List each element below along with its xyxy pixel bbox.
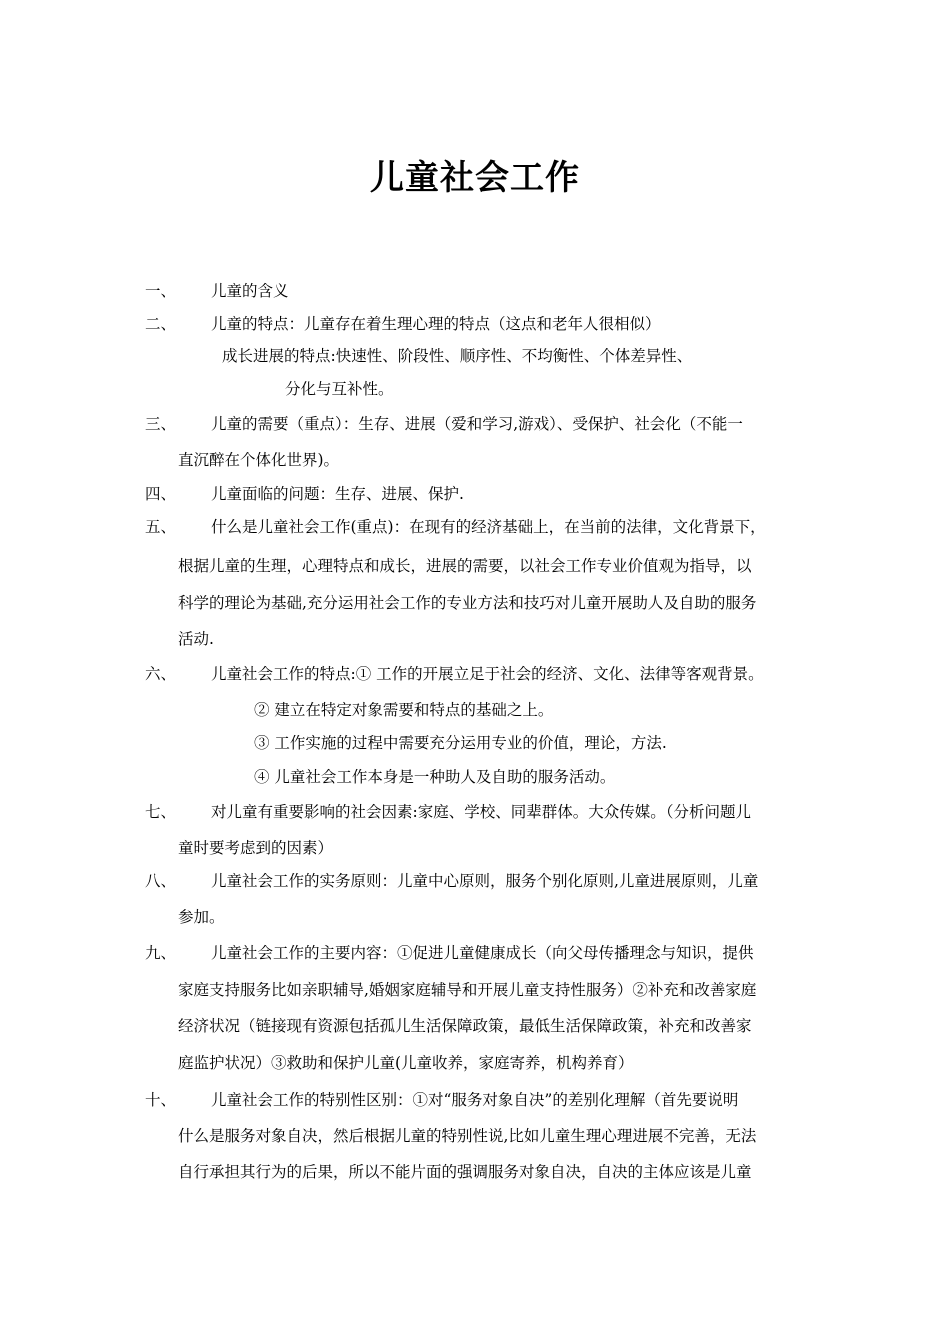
section-text: 自行承担其行为的后果，所以不能片面的强调服务对象自决，自决的主体应该是儿童 [178, 1163, 752, 1181]
section-text: 什么是服务对象自决，然后根据儿童的特别性说,比如儿童生理心理进展不完善，无法 [178, 1127, 757, 1145]
section-text: 参加。 [178, 908, 225, 926]
section-text: 儿童的特点：儿童存在着生理心理的特点（这点和老年人很相似） [211, 315, 661, 333]
section-number: 十、 [145, 1091, 177, 1109]
section-text: 直沉醉在个体化世界)。 [178, 451, 340, 469]
section-number: 二、 [145, 315, 177, 333]
document-title: 儿童社会工作 [370, 158, 580, 198]
section-text: 儿童的含义 [211, 282, 289, 300]
section-text: 什么是儿童社会工作(重点)：在现有的经济基础上，在当前的法律，文化背景下， [211, 518, 766, 536]
section-number: 六、 [145, 665, 177, 683]
section-text: 庭监护状况）③救助和保护儿童(儿童收养，家庭寄养，机构养育） [178, 1054, 634, 1072]
section-number: 四、 [145, 485, 177, 503]
section-text: 儿童社会工作的实务原则：儿童中心原则，服务个别化原则,儿童进展原则，儿童 [211, 872, 759, 890]
section-number: 七、 [145, 803, 177, 821]
section-text: 家庭支持服务比如亲职辅导,婚姻家庭辅导和开展儿童支持性服务）②补充和改善家庭 [178, 981, 757, 999]
section-number: 九、 [145, 944, 177, 962]
section-number: 八、 [145, 872, 177, 890]
section-text: ④ 儿童社会工作本身是一种助人及自助的服务活动。 [254, 768, 616, 786]
section-text: 儿童社会工作的主要内容：①促进儿童健康成长（向父母传播理念与知识，提供 [211, 944, 754, 962]
section-number: 一、 [145, 282, 177, 300]
section-text: 儿童社会工作的特点:① 工作的开展立足于社会的经济、文化、法律等客观背景。 [211, 665, 764, 683]
section-text: 活动. [178, 630, 214, 648]
section-text: 成长进展的特点:快速性、阶段性、顺序性、不均衡性、个体差异性、 [222, 347, 693, 365]
section-text: 儿童社会工作的特别性区别：①对“服务对象自决”的差别化理解（首先要说明 [211, 1091, 739, 1109]
section-text: 分化与互补性。 [285, 380, 394, 398]
section-text: ② 建立在特定对象需要和特点的基础之上。 [254, 701, 554, 719]
section-text: 经济状况（链接现有资源包括孤儿生活保障政策，最低生活保障政策，补充和改善家 [178, 1017, 752, 1035]
section-text: 儿童的需要（重点）：生存、进展（爱和学习,游戏）、受保护、社会化（不能一 [211, 415, 743, 433]
section-text: 科学的理论为基础,充分运用社会工作的专业方法和技巧对儿童开展助人及自助的服务 [178, 594, 757, 612]
section-number: 三、 [145, 415, 177, 433]
section-text: 根据儿童的生理，心理特点和成长，进展的需要，以社会工作专业价值观为指导，以 [178, 557, 752, 575]
section-text: 对儿童有重要影响的社会因素:家庭、学校、同辈群体。大众传媒。（分析问题儿 [211, 803, 751, 821]
section-text: 儿童面临的问题：生存、进展、保护. [211, 485, 464, 503]
section-text: 童时要考虑到的因素） [178, 839, 334, 857]
section-text: ③ 工作实施的过程中需要充分运用专业的价值，理论，方法. [254, 734, 667, 752]
section-number: 五、 [145, 518, 177, 536]
